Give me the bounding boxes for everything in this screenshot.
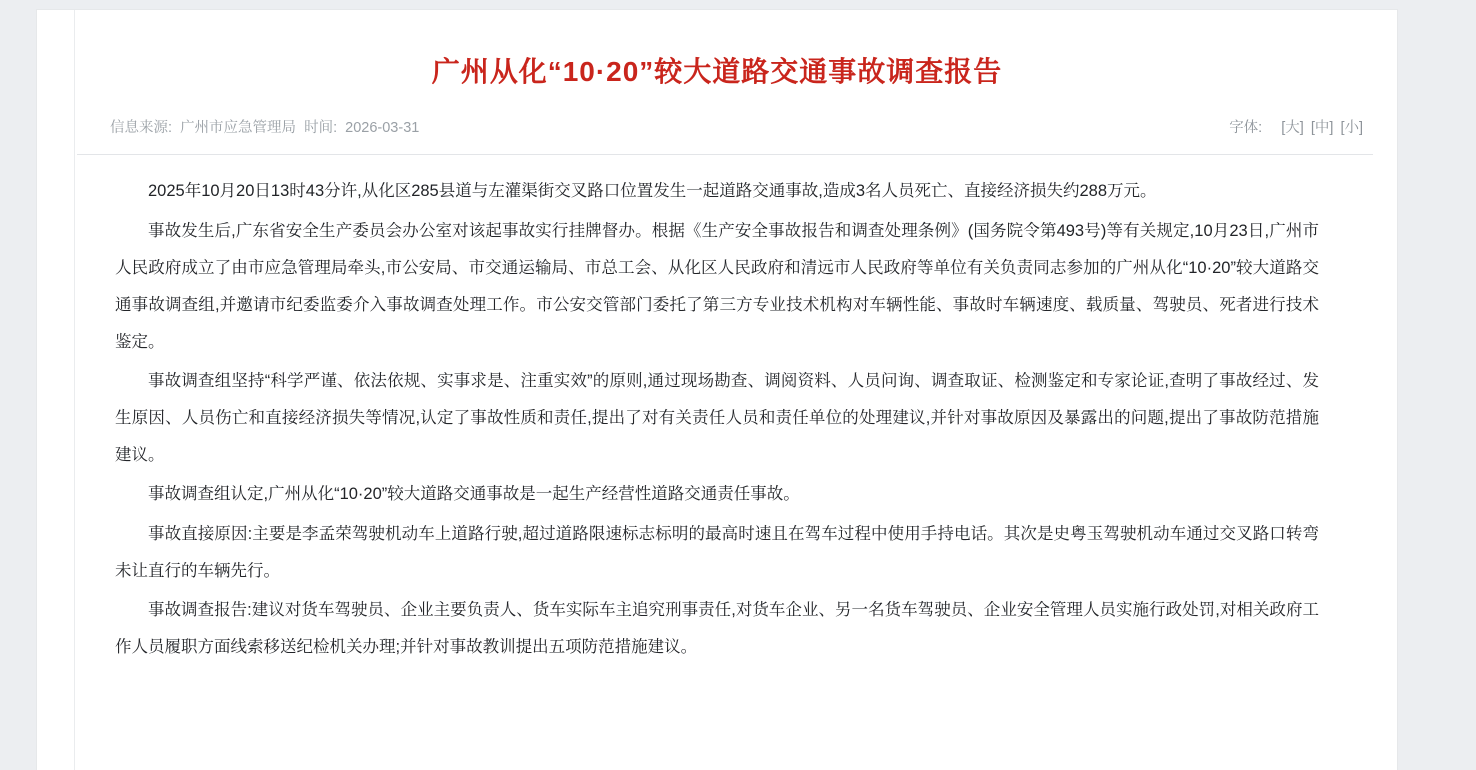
document-body	[37, 155, 1397, 678]
font-size-small-button[interactable]: [小]	[1340, 120, 1363, 137]
source-label: 信息来源:	[110, 120, 173, 137]
font-size-label: 字体:	[1229, 120, 1263, 137]
source-value: 广州市应急管理局	[180, 120, 297, 137]
paragraph: 事故调查组认定,广州从化“10·20”较大道路交通事故是一起生产经营性道路交通责任事故。	[148, 485, 800, 504]
time-label: 时间:	[304, 120, 338, 137]
font-size-medium-button[interactable]: [中]	[1310, 120, 1334, 137]
document-meta-bar	[77, 116, 1373, 155]
paragraph: 2025年10月20日13时43分许,从化区285县道与左灌渠街交叉路口位置发生一起道路交通事故,造成3名人员死亡、直接经济损失约288万元。	[148, 182, 1157, 201]
paragraph: 事故调查报告:建议对货车驾驶员、企业主要负责人、货车实际车主追究刑事责任,对货车企业、另一名货车驾驶员、企业安全管理人员实施行政处罚,对相关政府工作人员履职方面线索移送纪检机关办理;并针对事故教训提出五项防范措施建议。	[115, 600, 1319, 656]
font-size-large-button[interactable]: [大]	[1281, 120, 1304, 137]
font-size-switcher	[1229, 116, 1363, 137]
meta-source-and-time	[110, 116, 423, 137]
paragraph: 事故调查组坚持“科学严谨、依法依规、实事求是、注重实效”的原则,通过现场勘查、调阅资料、人员问询、调查取证、检测鉴定和专家论证,查明了事故经过、发生原因、人员伤亡和直接经济损失等情况,认定了事故性质和责任,提出了对有关责任人员和责任单位的处理建议,并针对事故原因及暴露出的问题,提出了事故防范措施建议。	[115, 372, 1319, 465]
left-margin-rule	[37, 10, 75, 770]
document-sheet	[37, 10, 1397, 770]
page-title: 广州从化“10·20”较大道路交通事故调查报告	[431, 56, 1003, 87]
paragraph: 事故直接原因:主要是李孟荣驾驶机动车上道路行驶,超过道路限速标志标明的最高时速且在驾车过程中使用手持电话。其次是史粤玉驾驶机动车通过交叉路口转弯未让直行的车辆先行。	[115, 524, 1319, 580]
time-value: 2026-03-31	[345, 120, 420, 137]
paragraph: 事故发生后,广东省安全生产委员会办公室对该起事故实行挂牌督办。根据《生产安全事故报告和调查处理条例》(国务院令第493号)等有关规定,10月23日,广州市人民政府成立了由市应急管理局牵头,市公安局、市交通运输局、市总工会、从化区人民政府和清远市人民政府等单位有关负责同志参加的广州从化“10·20”较大道路交通事故调查组,并邀请市纪委监委介入事故调查处理工作。市公安交管部门委托了第三方专业技术机构对车辆性能、事故时车辆速度、载质量、驾驶员、死者进行技术鉴定。	[115, 221, 1319, 351]
